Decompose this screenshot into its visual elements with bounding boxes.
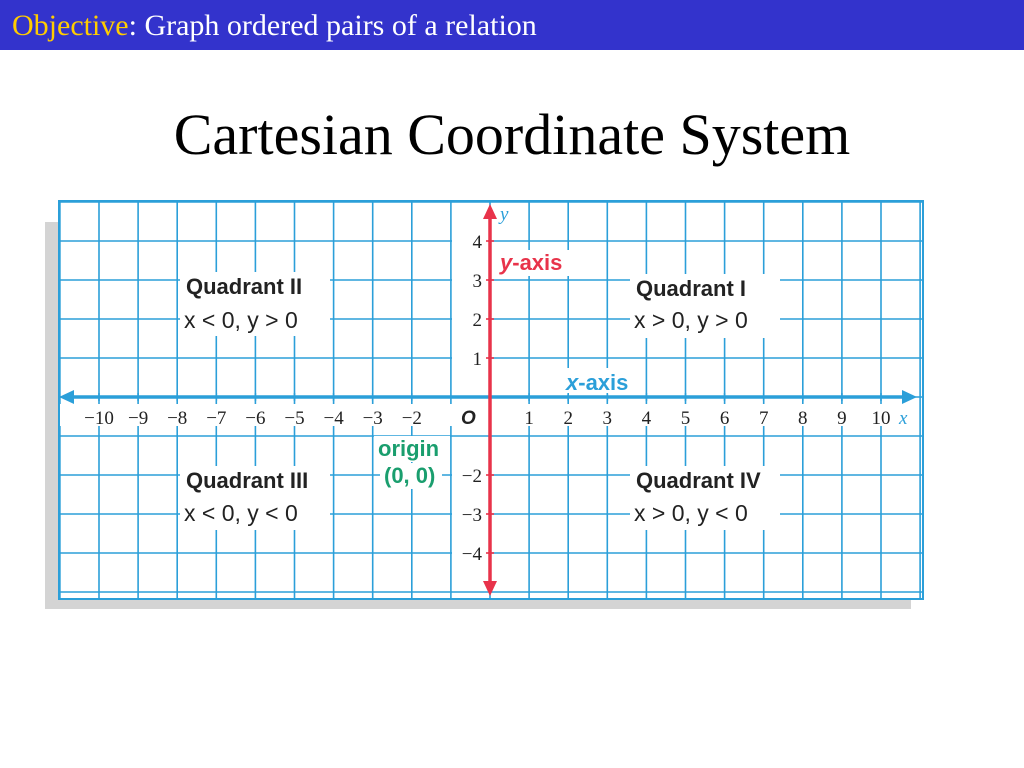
y-axis-name: y — [500, 204, 509, 225]
y-axis-label — [499, 250, 562, 275]
x-tick-label: 4 — [641, 408, 652, 429]
x-tick-label: 1 — [524, 408, 534, 429]
x-tick-label: −9 — [127, 408, 149, 429]
x-tick-label: −5 — [284, 408, 305, 429]
y-tick-label: 1 — [472, 349, 482, 370]
y-tick-label: 2 — [472, 310, 482, 331]
quadrant-ii-condition: x < 0, y > 0 — [184, 307, 298, 333]
x-tick-label: 10 — [871, 408, 891, 429]
x-tick-label: 2 — [563, 408, 573, 429]
y-axis-label-var: y — [500, 250, 513, 275]
y-tick-label: 4 — [472, 232, 482, 253]
x-tick-label: 9 — [837, 408, 847, 429]
x-tick-label: −10 — [84, 408, 114, 429]
quadrant-i-title: Quadrant I — [636, 276, 747, 301]
objective-banner — [0, 0, 1024, 50]
y-tick-label: 3 — [472, 271, 482, 292]
objective-text: : Graph ordered pairs of a relation — [128, 9, 537, 42]
origin-label: origin — [378, 436, 440, 461]
x-tick-label: 6 — [719, 408, 730, 429]
x-tick-label: 8 — [798, 408, 808, 429]
quadrant-ii-title: Quadrant II — [186, 274, 303, 299]
x-axis-label — [565, 370, 628, 395]
x-tick-label: −7 — [206, 408, 227, 429]
x-axis-label-rest: -axis — [578, 370, 629, 395]
quadrant-iv-title: Quadrant IV — [636, 468, 761, 493]
origin-coords: (0, 0) — [384, 463, 436, 488]
page-title: Cartesian Coordinate System — [173, 102, 851, 167]
x-axis-label-var: x — [566, 370, 579, 395]
x-tick-label: −4 — [323, 408, 344, 429]
x-tick-label: −8 — [167, 408, 188, 429]
coordinate-plane-svg — [58, 200, 924, 600]
y-tick-label: −2 — [461, 466, 482, 487]
x-axis-name: x — [899, 408, 908, 429]
coordinate-plane — [58, 200, 924, 600]
objective-text-line — [12, 9, 537, 43]
x-tick-label: 7 — [758, 408, 769, 429]
origin-letter: O — [461, 408, 476, 429]
y-axis-label-rest: -axis — [512, 250, 563, 275]
x-tick-label: −2 — [401, 408, 422, 429]
quadrant-iii-title: Quadrant III — [186, 468, 309, 493]
y-label-strip-top — [452, 230, 488, 374]
quadrant-iii-condition: x < 0, y < 0 — [184, 500, 298, 526]
x-tick-label: 5 — [680, 408, 691, 429]
y-tick-label: −3 — [461, 505, 482, 526]
y-tick-label: −4 — [461, 544, 482, 565]
quadrant-i-condition: x > 0, y > 0 — [634, 307, 748, 333]
x-tick-label: −6 — [245, 408, 266, 429]
quadrant-iv-condition: x > 0, y < 0 — [634, 500, 748, 526]
x-tick-label: 3 — [602, 408, 613, 429]
objective-label: Objective — [12, 9, 129, 42]
x-tick-label: −3 — [362, 408, 383, 429]
